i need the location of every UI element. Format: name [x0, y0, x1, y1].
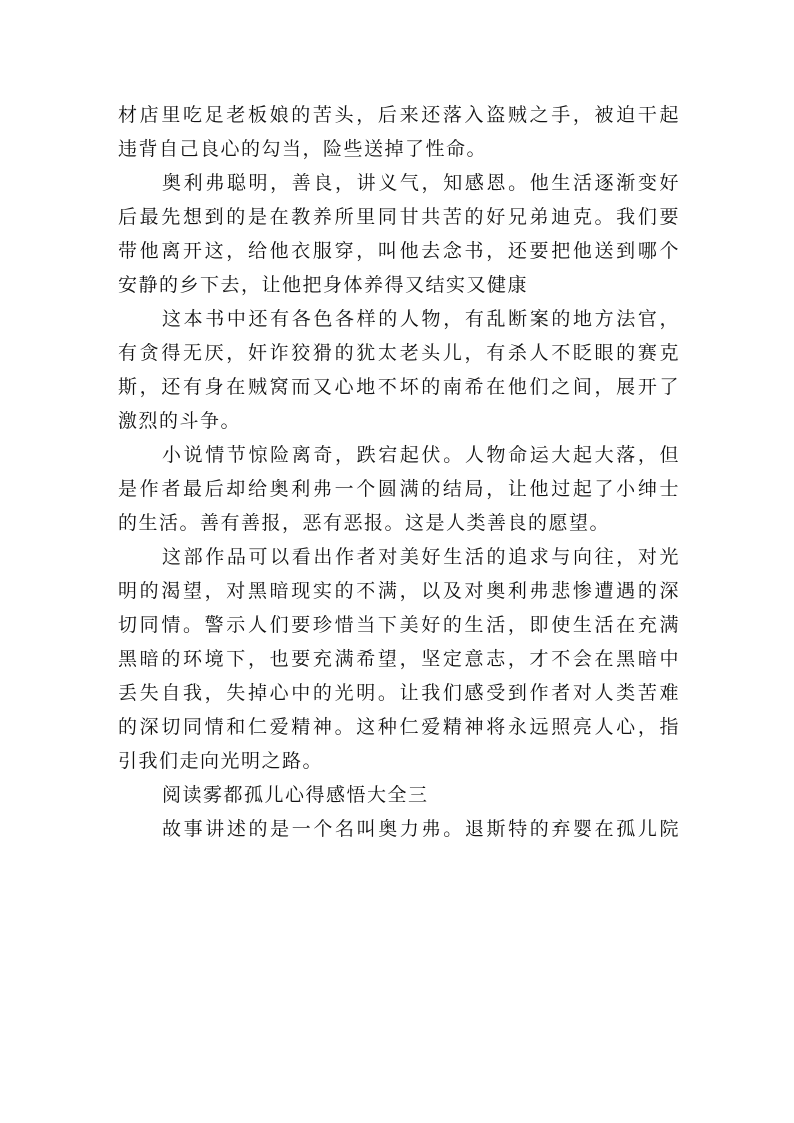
document-line: 是作者最后却给奥利弗一个圆满的结局，让他过起了小绅士 [118, 478, 680, 500]
document-line: 丢失自我，失掉心中的光明。让我们感受到作者对人类苦难 [118, 682, 680, 704]
document-line: 安静的乡下去，让他把身体养得又结实又健康 [118, 274, 529, 296]
document-line: 违背自己良心的勾当，险些送掉了性命。 [118, 138, 488, 160]
document-line: 的生活。善有善报，恶有恶报。这是人类善良的愿望。 [118, 512, 611, 534]
document-line: 激烈的斗争。 [118, 410, 242, 432]
document-line: 奥利弗聪明，善良，讲义气，知感恩。他生活逐渐变好 [162, 172, 680, 194]
document-line: 带他离开这，给他衣服穿，叫他去念书，还要把他送到哪个 [118, 240, 680, 262]
document-line: 这本书中还有各色各样的人物，有乱断案的地方法官， [162, 308, 680, 330]
document-line: 黑暗的环境下，也要充满希望，坚定意志，才不会在黑暗中 [118, 648, 680, 670]
document-line: 这部作品可以看出作者对美好生活的追求与向往，对光 [162, 546, 680, 568]
document-body [118, 98, 680, 846]
document-line: 故事讲述的是一个名叫奥力弗。退斯特的弃婴在孤儿院 [162, 818, 680, 840]
document-line: 有贪得无厌，奸诈狡猾的犹太老头儿，有杀人不眨眼的赛克 [118, 342, 680, 364]
document-line: 阅读雾都孤儿心得感悟大全三 [162, 784, 429, 806]
document-line: 斯，还有身在贼窝而又心地不坏的南希在他们之间，展开了 [118, 376, 680, 398]
document-line: 明的渴望，对黑暗现实的不满，以及对奥利弗悲惨遭遇的深 [118, 580, 680, 602]
document-line: 小说情节惊险离奇，跌宕起伏。人物命运大起大落，但 [162, 444, 680, 466]
document-line: 材店里吃足老板娘的苦头，后来还落入盗贼之手，被迫干起 [118, 104, 680, 126]
document-line: 引我们走向光明之路。 [118, 750, 324, 772]
document-line: 切同情。警示人们要珍惜当下美好的生活，即使生活在充满 [118, 614, 680, 636]
document-line: 后最先想到的是在教养所里同甘共苦的好兄弟迪克。我们要 [118, 206, 680, 228]
document-line: 的深切同情和仁爱精神。这种仁爱精神将永远照亮人心，指 [118, 716, 680, 738]
